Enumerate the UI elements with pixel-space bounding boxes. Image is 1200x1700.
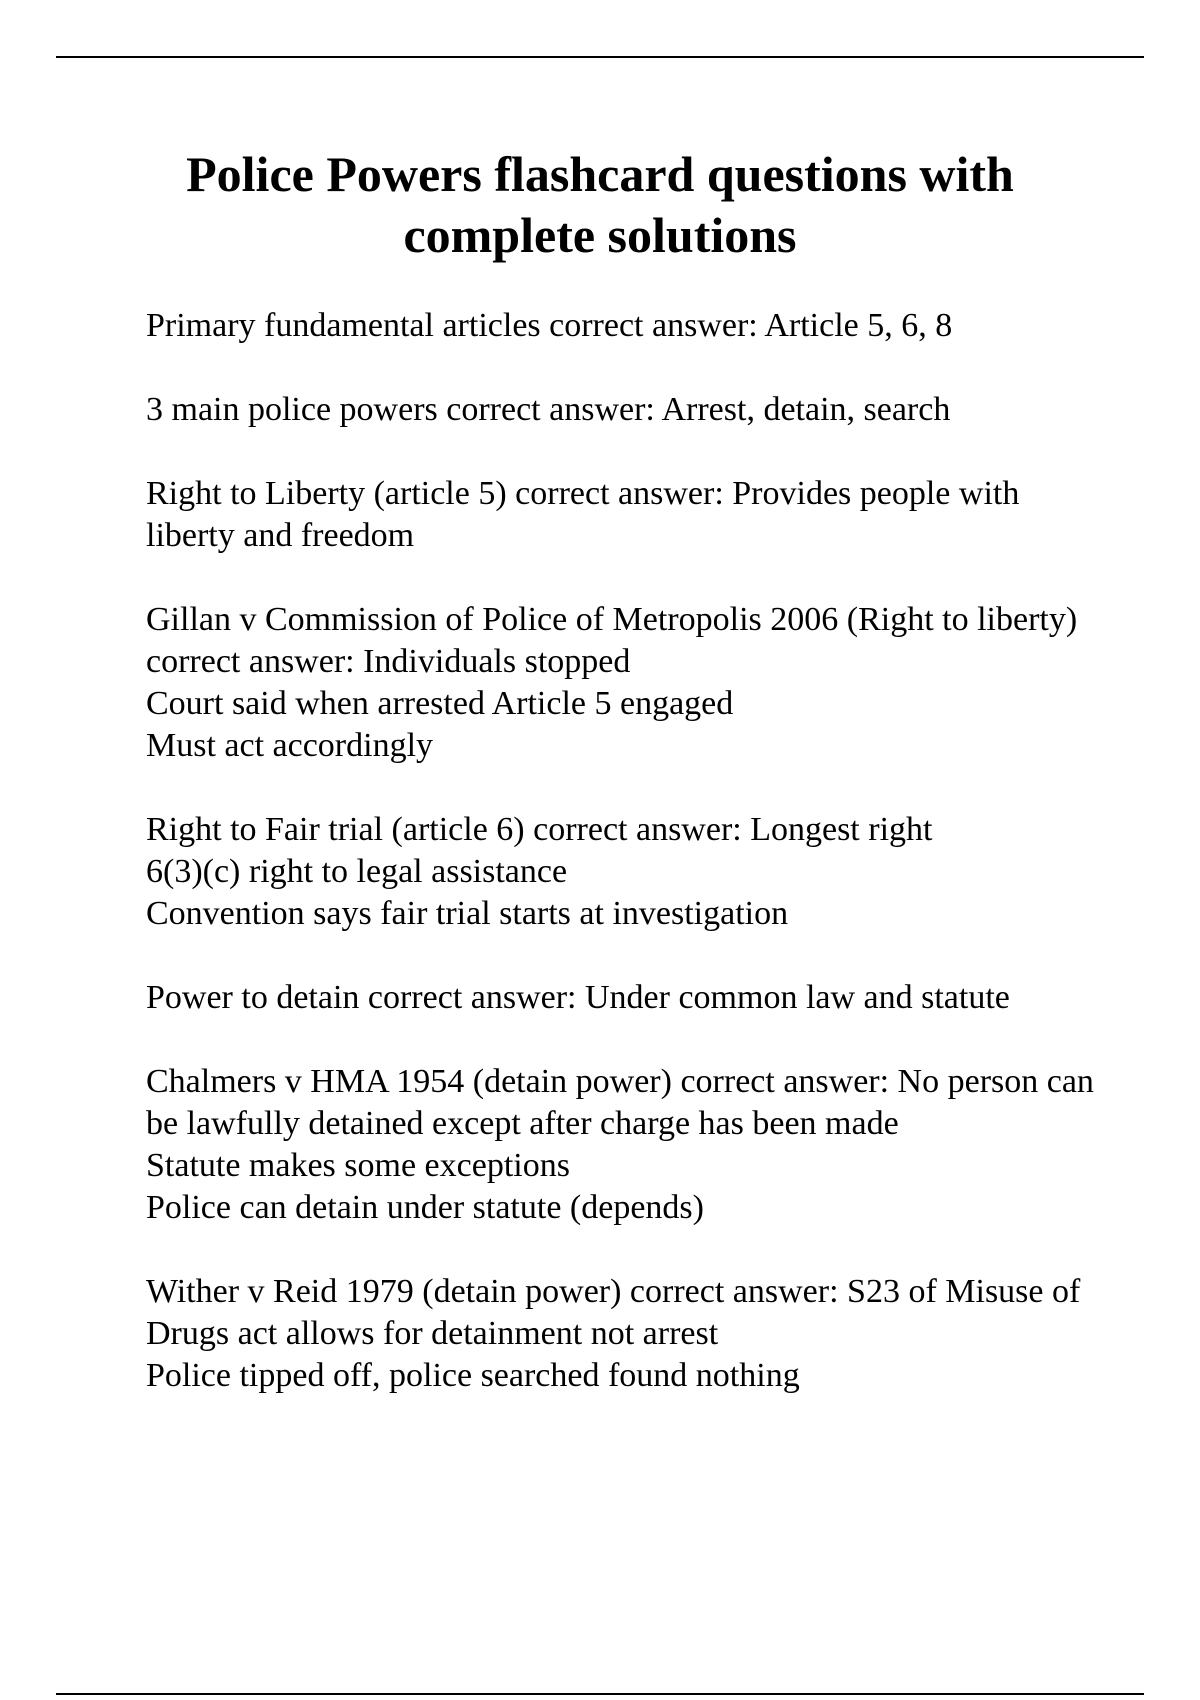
bottom-divider	[56, 1693, 1144, 1695]
flashcard-item: Gillan v Commission of Police of Metropolis 2006 (Right to liberty) correct answer: Individuals stopped Court said when arrested Article 5 engaged Must act accordingly	[146, 601, 1078, 764]
flashcard-item: Right to Liberty (article 5) correct answer: Provides people with liberty and freedom	[146, 475, 1020, 554]
page-title: Police Powers flashcard questions with complete solutions	[186, 146, 1014, 263]
flashcard-item: 3 main police powers correct answer: Arrest, detain, search	[146, 391, 951, 428]
flashcard-item: Right to Fair trial (article 6) correct answer: Longest right 6(3)(c) right to legal assistance Convention says fair trial starts at investigation	[146, 811, 933, 932]
flashcard-list	[146, 305, 1106, 1439]
flashcard-item: Primary fundamental articles correct answer: Article 5, 6, 8	[146, 307, 953, 344]
flashcard-item: Chalmers v HMA 1954 (detain power) correct answer: No person can be lawfully detained except after charge has been made Statute makes some exceptions Police can detain under statute (depends)	[146, 1063, 1094, 1226]
flashcard-item: Wither v Reid 1979 (detain power) correct answer: S23 of Misuse of Drugs act allows for detainment not arrest Police tipped off, police searched found nothing	[146, 1273, 1081, 1394]
flashcard-item: Power to detain correct answer: Under common law and statute	[146, 979, 1010, 1016]
top-divider	[56, 56, 1144, 58]
